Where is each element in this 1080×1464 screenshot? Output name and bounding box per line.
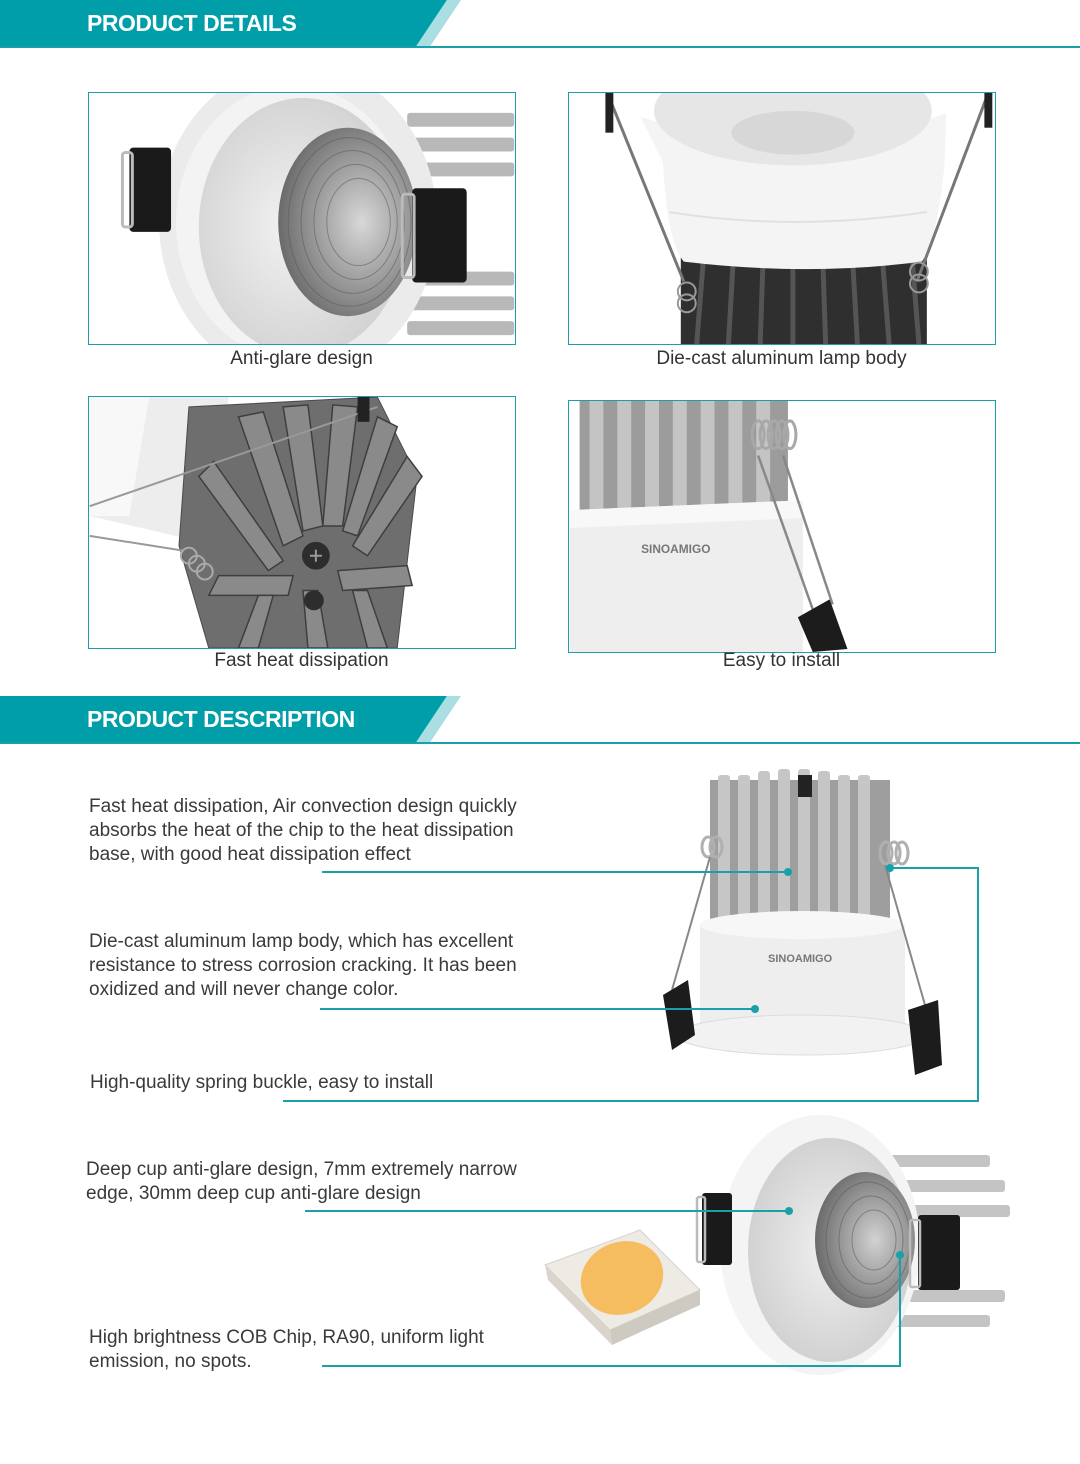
caption-lamp-body: Die-cast aluminum lamp body [656, 348, 907, 369]
caption-heat-dissipation: Fast heat dissipation [214, 650, 389, 671]
section-header-details [0, 0, 1080, 50]
spring-clip-illustration [569, 401, 995, 652]
downlight-side-illustration [660, 765, 960, 1095]
product-side-image [660, 765, 960, 1095]
description-anti-glare: Deep cup anti-glare design, 7mm extremely narrow edge, 30mm deep cup anti-glare design [86, 1159, 517, 1204]
downlight-front-and-chip-illustration [540, 1115, 1030, 1385]
section-header-description [0, 696, 1080, 746]
section-title: PRODUCT DETAILS [87, 10, 297, 36]
description-cob-chip: High brightness COB Chip, RA90, uniform light emission, no spots. [89, 1327, 484, 1372]
caption-anti-glare: Anti-glare design [230, 348, 373, 369]
image-lamp-body [568, 92, 996, 345]
caption-easy-install: Easy to install [722, 650, 841, 671]
section-title: PRODUCT DESCRIPTION [87, 706, 355, 732]
brand-label: SINOAMIGO [641, 541, 711, 556]
description-heat-dissipation: Fast heat dissipation, Air convection design quickly absorbs the heat of the chip to the heat dissipation base, with good heat dissipation effect [89, 796, 517, 865]
description-lamp-body: Die-cast aluminum lamp body, which has excellent resistance to stress corrosion cracking. It has been oxidized and will never change color. [89, 931, 517, 1000]
image-easy-install [568, 400, 996, 653]
product-front-image [540, 1115, 1030, 1385]
downlight-side-illustration [569, 93, 995, 344]
brand-label: SINOAMIGO [768, 953, 833, 965]
description-spring-buckle: High-quality spring buckle, easy to install [90, 1072, 434, 1093]
heatsink-rear-illustration [89, 397, 515, 648]
image-heat-dissipation [88, 396, 516, 649]
downlight-front-illustration [89, 93, 515, 344]
image-anti-glare [88, 92, 516, 345]
